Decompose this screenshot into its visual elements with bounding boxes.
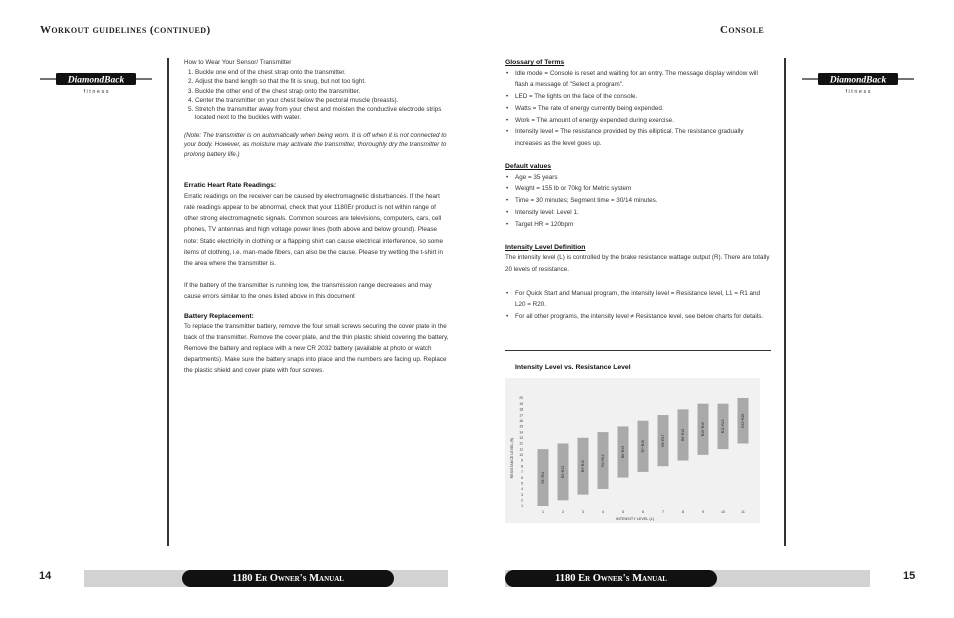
default-item: • Age = 35 years (515, 172, 771, 184)
chart-x-tick: 7 (662, 510, 664, 514)
glossary-item: • Intensity level = The resistance provided by this elliptical. The resistance gradually increases as the level goes up. (515, 126, 771, 150)
chart-y-tick: 6 (521, 475, 523, 480)
erratic-paragraph-1: Erratic readings on the receiver can be caused by electromagnetic disturbances. If the heart rate readings appear to be abnormal, check that your 1180Er product is not within range of other strong electromagnetic signals. Common sources are televisions, computers, cars, cell phones, TV antennas and high voltage power lines (both above and below ground). Please note: Static electricity in clothing or a flapping shirt can cause electrical interference, so some items of clothing, i.e. man-made fibers, can also be the cause. Please try wetting the t-shirt in the area where the transmitter is. (184, 192, 443, 268)
erratic-paragraph-2: If the battery of the transmitter is running low, the transmission range decreases and may cause errors similar to the ones listed above in this document (184, 281, 432, 300)
right-logo-sub: f i t n e s s (845, 89, 871, 95)
glossary-item: • LED = The lights on the face of the console. (515, 91, 771, 103)
right-page-header: Console (720, 24, 765, 36)
chart-y-tick: 14 (519, 430, 523, 435)
chart-x-tick: 3 (582, 510, 584, 514)
left-logo (40, 70, 152, 100)
chart-y-tick: 5 (521, 481, 523, 486)
default-item: • Weight = 155 lb or 70kg for Metric system (515, 183, 771, 195)
sensor-step: 1. Buckle one end of the chest strap onto the transmitter. (195, 68, 449, 78)
sensor-steps (184, 68, 449, 122)
chart-title: Intensity Level vs. Resistance Level (515, 364, 631, 371)
glossary-heading: Glossary of Terms (505, 59, 565, 66)
chart-y-tick: 1 (521, 504, 523, 509)
left-footer-title: 1180 Er Owner's Manual (182, 570, 394, 587)
glossary-item: • Idle mode = Console is reset and waiting for an entry. The message display window will flash a message of "Select a program". (515, 68, 771, 92)
default-item: • Time = 30 minutes; Segment time = 30/14 minutes. (515, 195, 771, 207)
battery-paragraph: To replace the transmitter battery, remove the four small screws securing the cover plate in the back of the transmitter. Remove the cover plate, and the thin plastic shield covering the battery, Remove the battery and replace with a new CR 2032 battery (available at photo or watch departments). Make sure the battery snaps into place and the numbers are facing up. Replace the plastic shield and cover plate with four screws. (184, 323, 449, 375)
glossary-list (505, 68, 771, 151)
chart-y-tick: 11 (519, 447, 523, 452)
sensor-step: 2. Adjust the band length so that the fit is snug, but not too tight. (195, 77, 449, 87)
section-divider (505, 350, 771, 351)
chart-y-tick: 20 (519, 396, 523, 401)
intensity-heading: Intensity Level Definition (505, 243, 586, 251)
sensor-step: 3. Buckle the other end of the chest strap onto the transmitter. (195, 87, 449, 97)
chart-y-tick: 15 (519, 424, 523, 429)
intensity-paragraph: The intensity level (L) is controlled by the brake resistance wattage output (R). There are totally 20 levels of resistance. (505, 254, 770, 273)
right-logo (802, 70, 914, 100)
chart-bar-label: R3~R13 (581, 460, 585, 473)
left-page-header: Workout guidelines (continued) (40, 24, 211, 36)
chart-x-tick: 5 (622, 510, 624, 514)
chart-y-axis-label: RESISTANCE LEVEL (R) (510, 437, 514, 479)
right-footer-title: 1180 Er Owner's Manual (505, 570, 717, 587)
chart-bar-label: R2~R12 (561, 465, 565, 478)
chart-x-tick: 11 (741, 510, 745, 514)
chart-x-tick: 10 (721, 510, 725, 514)
chart-bar-label: R8~R17 (661, 434, 665, 447)
chart-y-tick: 2 (521, 498, 523, 503)
sensor-step: 5. Stretch the transmitter away from your chest and moisten the conductive electrode strips located next to the buckles with water. (195, 106, 449, 122)
left-page-content (184, 58, 449, 376)
glossary-item: • Work = The amount of energy expended during exercise. (515, 115, 771, 127)
chart-x-tick: 4 (602, 510, 604, 514)
left-page-rule (167, 58, 169, 546)
chart-y-tick: 8 (521, 464, 523, 469)
chart-bar-label: R11~R19 (721, 419, 725, 434)
sensor-step: 4. Center the transmitter on your chest below the pectoral muscle (breasts). (195, 96, 449, 106)
chart-x-tick: 8 (682, 510, 684, 514)
default-item: • Intensity level: Level 1. (515, 207, 771, 219)
svg-text:DiamondBack: DiamondBack (829, 75, 887, 86)
transmitter-note: (Note: The transmitter is on automatically when being worn. It is off when it is not connected to your body. However, as moisture may activate the transmitter, thoroughly dry the transmitter to prolong battery life.) (184, 131, 447, 158)
chart-bar-label: R1~R11 (541, 471, 545, 484)
default-item: • Target HR = 120bpm (515, 219, 771, 231)
chart-y-tick: 4 (521, 487, 523, 492)
defaults-list (505, 172, 771, 231)
chart-bar-label: R7~R16 (641, 440, 645, 453)
chart-bar-label: R4~R14 (601, 454, 605, 467)
chart-y-tick: 10 (519, 453, 523, 458)
chart-y-tick: 13 (519, 435, 523, 440)
defaults-heading: Default values (505, 163, 552, 171)
intensity-item: • For Quick Start and Manual program, the intensity level = Resistance level, L1 = R1 and L20 = R20. (515, 288, 771, 312)
chart-x-tick: 2 (562, 510, 564, 514)
chart-y-tick: 19 (519, 401, 523, 406)
chart-bar-label: R6~R15 (621, 445, 625, 459)
chart-y-tick: 16 (519, 418, 523, 423)
chart-x-tick: 1 (542, 510, 544, 514)
glossary-item: • Watts = The rate of energy currently being expended. (515, 103, 771, 115)
intensity-resistance-chart (505, 378, 760, 523)
chart-y-tick: 9 (521, 458, 523, 463)
chart-y-tick: 18 (519, 407, 523, 412)
chart-x-axis-label: INTENSITY LEVEL (L) (615, 517, 655, 521)
svg-text:DiamondBack: DiamondBack (67, 75, 125, 86)
right-page-rule (784, 58, 786, 546)
erratic-heading: Erratic Heart Rate Readings: (184, 182, 277, 189)
sensor-title: How to Wear Your Sensor/ Transmitter (184, 59, 292, 66)
intensity-item: • For all other programs, the intensity level ≠ Resistance level, see below charts for details. (515, 311, 771, 323)
battery-heading: Battery Replacement: (184, 312, 254, 320)
chart-y-tick: 12 (519, 441, 523, 446)
right-page-content (505, 58, 771, 323)
intensity-list (505, 288, 771, 323)
chart-x-tick: 9 (702, 510, 704, 514)
left-logo-sub: f i t n e s s (83, 89, 109, 95)
chart-y-tick: 3 (521, 492, 523, 497)
left-page-number: 14 (39, 570, 52, 582)
chart-bar-label: R12~R20 (741, 413, 745, 428)
right-page-number: 15 (903, 570, 916, 582)
chart-x-tick: 6 (642, 510, 644, 514)
chart-y-tick: 17 (519, 413, 523, 418)
chart-bar-label: R10~R19 (701, 422, 705, 437)
chart-bar-label: R9~R18 (681, 428, 685, 442)
chart-y-tick: 7 (521, 470, 523, 475)
